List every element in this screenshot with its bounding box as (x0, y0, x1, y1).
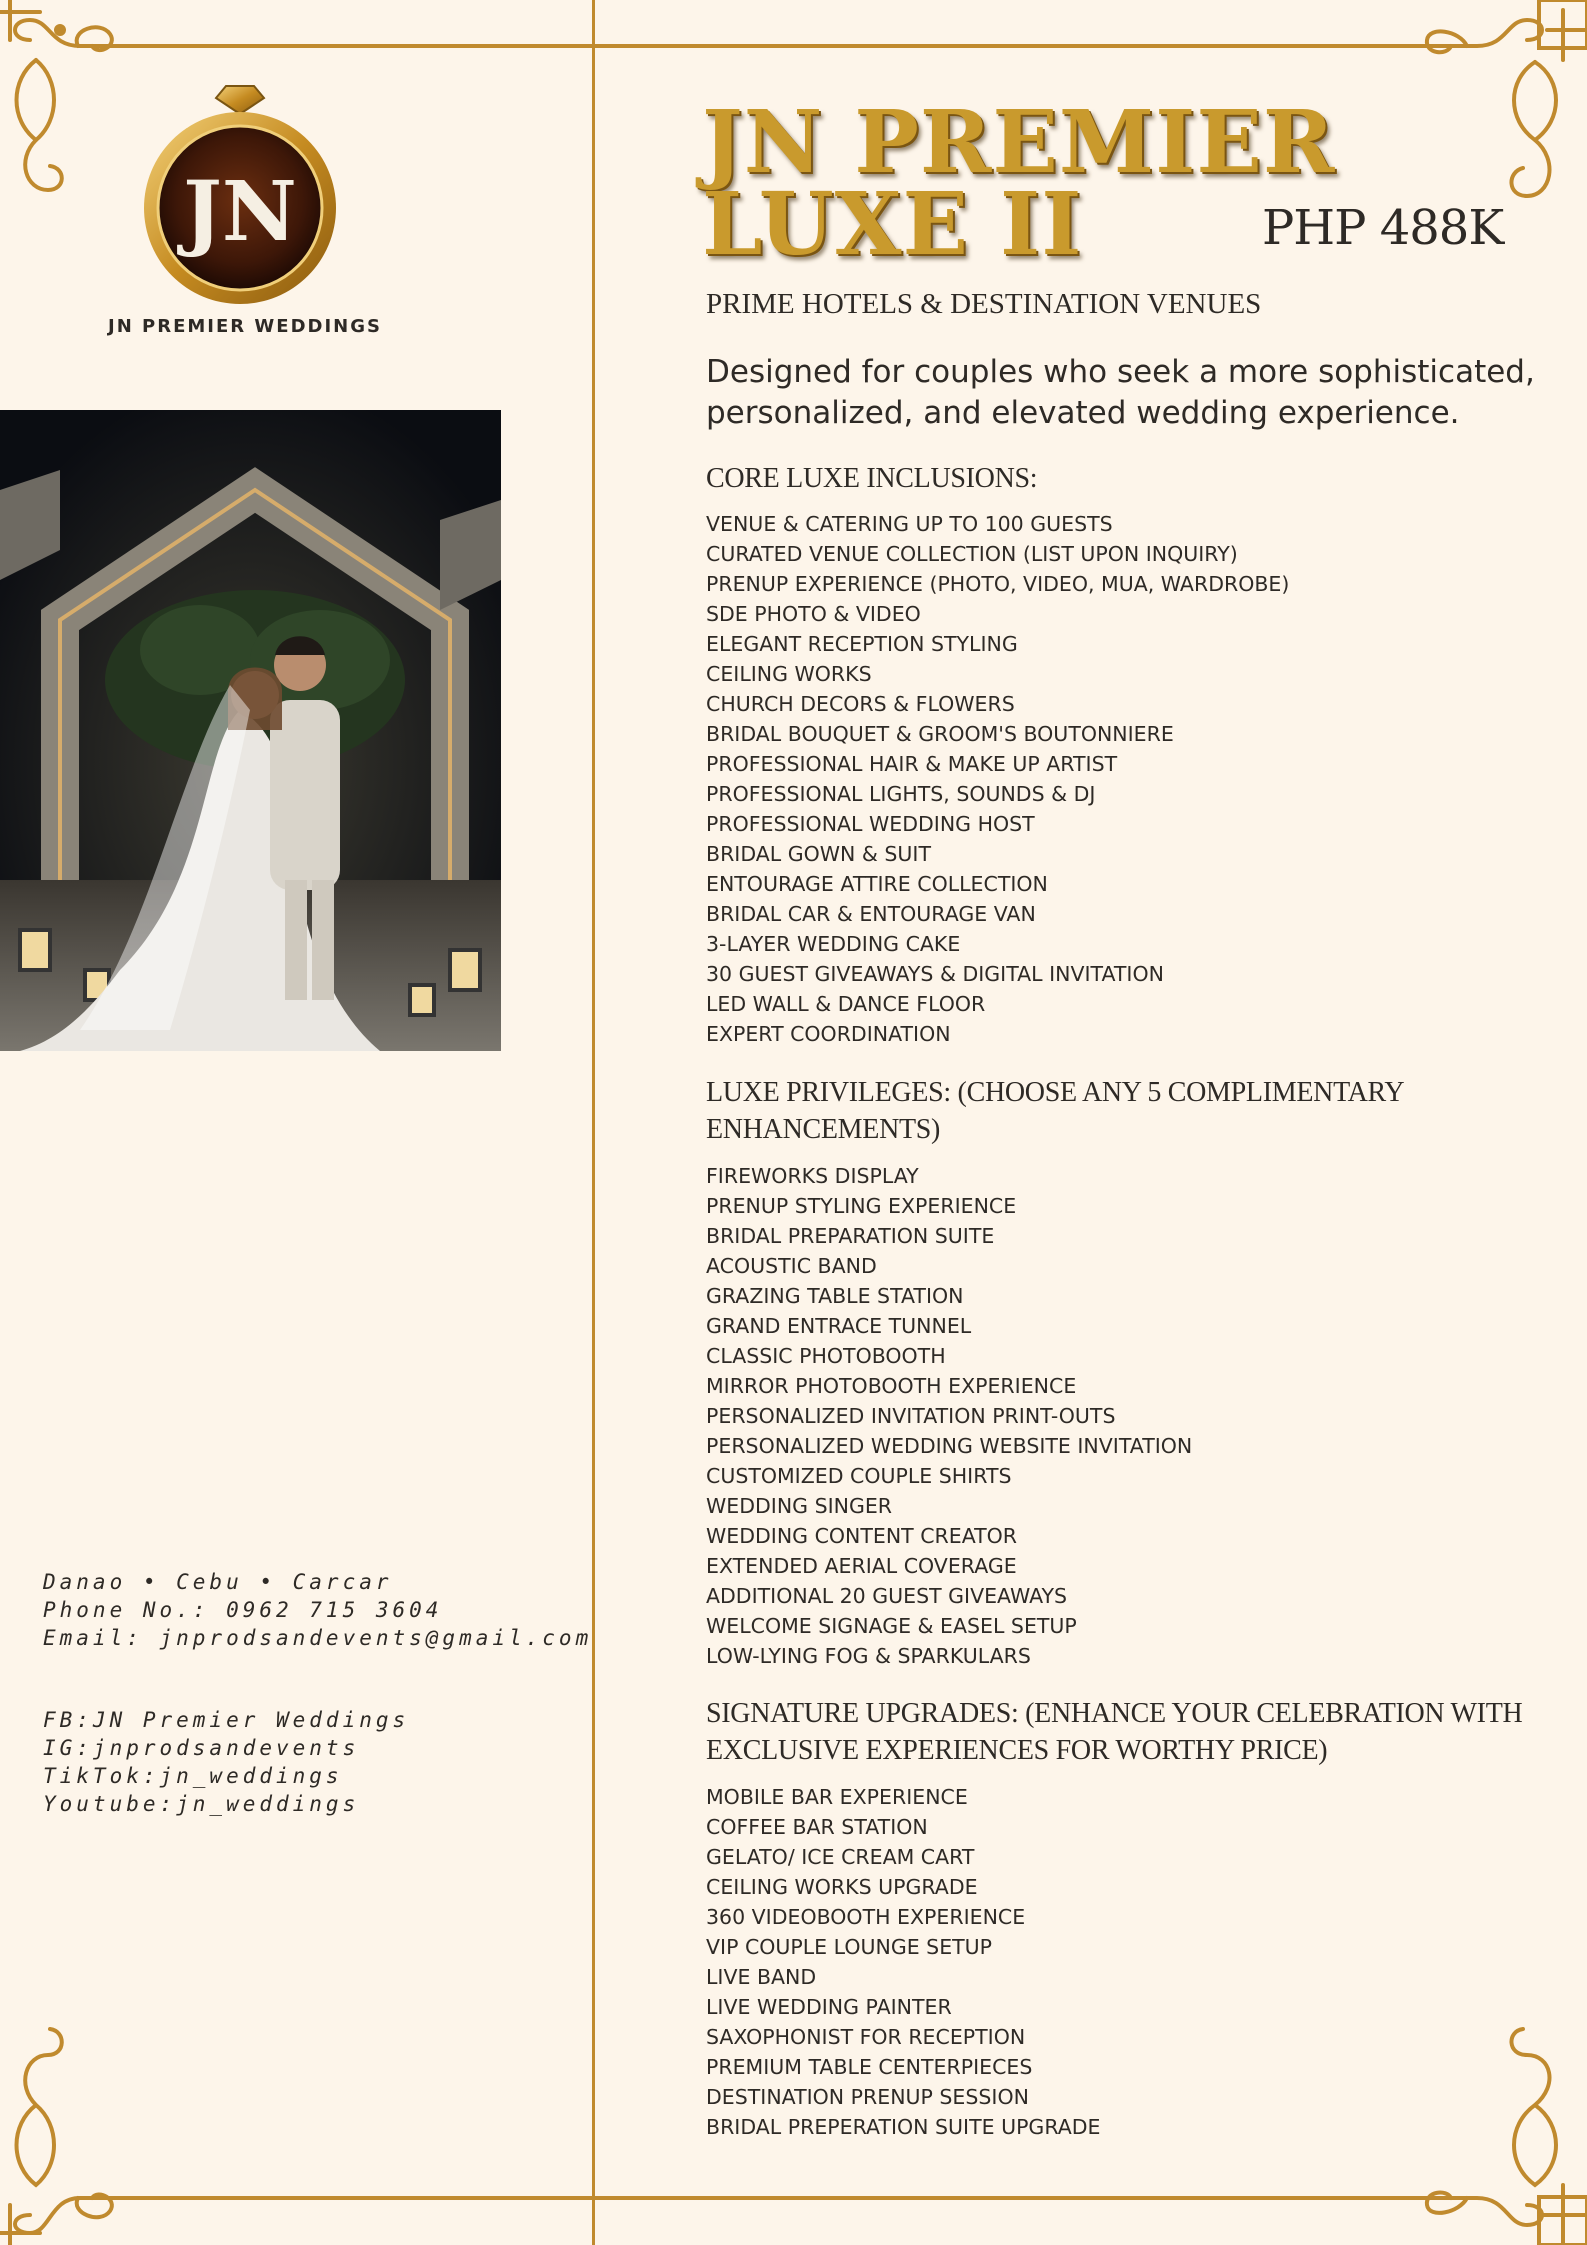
social-facebook: FB:JN Premier Weddings (43, 1708, 410, 1732)
list-item: MIRROR PHOTOBOOTH EXPERIENCE (706, 1374, 1077, 1398)
contact-locations: Danao • Cebu • Carcar (43, 1570, 393, 1594)
list-item: WEDDING SINGER (706, 1494, 893, 1518)
top-border-line (150, 44, 1380, 48)
signature-upgrades-list (706, 1782, 1101, 2142)
list-item: LIVE BAND (706, 1965, 817, 1989)
list-item: FIREWORKS DISPLAY (706, 1164, 919, 1188)
list-item: BRIDAL GOWN & SUIT (706, 842, 931, 866)
list-item: ADDITIONAL 20 GUEST GIVEAWAYS (706, 1584, 1068, 1608)
logo-monogram: JN (183, 164, 297, 260)
social-block (43, 1706, 563, 1818)
list-item: 30 GUEST GIVEAWAYS & DIGITAL INVITATION (706, 962, 1164, 986)
list-item: COFFEE BAR STATION (706, 1815, 928, 1839)
list-item: EXTENDED AERIAL COVERAGE (706, 1554, 1017, 1578)
list-item: CEILING WORKS (706, 662, 872, 686)
list-item: ENTOURAGE ATTIRE COLLECTION (706, 872, 1048, 896)
signature-upgrades-heading-line2: EXCLUSIVE EXPERIENCES FOR WORTHY PRICE) (706, 1735, 1328, 1766)
list-item: PROFESSIONAL WEDDING HOST (706, 812, 1035, 836)
list-item: SDE PHOTO & VIDEO (706, 602, 921, 626)
list-item: BRIDAL PREPERATION SUITE UPGRADE (706, 2115, 1101, 2139)
list-item: WELCOME SIGNAGE & EASEL SETUP (706, 1614, 1077, 1638)
list-item: MOBILE BAR EXPERIENCE (706, 1785, 968, 1809)
luxe-privileges-heading (706, 1074, 1526, 1148)
list-item: CUSTOMIZED COUPLE SHIRTS (706, 1464, 1012, 1488)
brand-name: JN PREMIER WEDDINGS (108, 316, 382, 337)
list-item: BRIDAL PREPARATION SUITE (706, 1224, 995, 1248)
list-item: PROFESSIONAL HAIR & MAKE UP ARTIST (706, 752, 1118, 776)
list-item: GELATO/ ICE CREAM CART (706, 1845, 975, 1869)
core-inclusions-heading: CORE LUXE INCLUSIONS: (706, 463, 1038, 494)
package-title-line2: LUXE II (702, 174, 1083, 275)
list-item: CEILING WORKS UPGRADE (706, 1875, 978, 1899)
column-divider-line (592, 0, 595, 2245)
luxe-privileges-list (706, 1161, 1192, 1671)
package-title (702, 92, 1342, 275)
signature-upgrades-heading-line1: SIGNATURE UPGRADES: (ENHANCE YOUR CELEBRATION WITH (706, 1698, 1523, 1729)
social-youtube: Youtube:jn_weddings (43, 1792, 360, 1816)
list-item: BRIDAL CAR & ENTOURAGE VAN (706, 902, 1036, 926)
list-item: PERSONALIZED WEDDING WEBSITE INVITATION (706, 1434, 1193, 1458)
luxe-privileges-heading-line1: LUXE PRIVILEGES: (CHOOSE ANY 5 COMPLIMENTARY (706, 1077, 1405, 1108)
list-item: DESTINATION PRENUP SESSION (706, 2085, 1029, 2109)
package-intro: Designed for couples who seek a more sophisticated, personalized, and elevated wedding experience. (706, 354, 1535, 431)
brand-logo (130, 80, 350, 314)
contact-phone: Phone No.: 0962 715 3604 (43, 1598, 443, 1622)
list-item: LIVE WEDDING PAINTER (706, 1995, 952, 2019)
list-item: CHURCH DECORS & FLOWERS (706, 692, 1015, 716)
bottom-right-ornament-icon (1367, 2015, 1587, 2245)
core-inclusions-list (706, 509, 1289, 1049)
top-right-ornament-icon (1367, 0, 1587, 230)
contact-block (43, 1568, 593, 1652)
list-item: CLASSIC PHOTOBOOTH (706, 1344, 946, 1368)
signature-upgrades-heading (706, 1695, 1526, 1769)
list-item: LED WALL & DANCE FLOOR (706, 992, 986, 1016)
couple-photo (0, 410, 501, 1051)
list-item: 360 VIDEOBOOTH EXPERIENCE (706, 1905, 1026, 1929)
list-item: ELEGANT RECEPTION STYLING (706, 632, 1018, 656)
ring-logo-icon (130, 80, 350, 310)
contact-email: Email: jnprodsandevents@gmail.com (43, 1626, 593, 1650)
luxe-privileges-heading-line2: ENHANCEMENTS) (706, 1114, 941, 1145)
list-item: CURATED VENUE COLLECTION (LIST UPON INQUIRY) (706, 542, 1238, 566)
bottom-border-line (150, 2196, 1380, 2200)
list-item: WEDDING CONTENT CREATOR (706, 1524, 1018, 1548)
bottom-left-ornament-icon (0, 2015, 160, 2245)
list-item: ACOUSTIC BAND (706, 1254, 877, 1278)
list-item: 3-LAYER WEDDING CAKE (706, 932, 961, 956)
list-item: VIP COUPLE LOUNGE SETUP (706, 1935, 993, 1959)
list-item: PRENUP STYLING EXPERIENCE (706, 1194, 1017, 1218)
package-title-line1: JN PREMIER (702, 92, 1336, 193)
package-price: PHP 488K (1262, 200, 1504, 256)
list-item: GRAND ENTRACE TUNNEL (706, 1314, 972, 1338)
package-subtitle: PRIME HOTELS & DESTINATION VENUES (706, 288, 1262, 320)
list-item: GRAZING TABLE STATION (706, 1284, 964, 1308)
list-item: PREMIUM TABLE CENTERPIECES (706, 2055, 1033, 2079)
list-item: BRIDAL BOUQUET & GROOM'S BOUTONNIERE (706, 722, 1174, 746)
list-item: EXPERT COORDINATION (706, 1022, 951, 1046)
list-item: LOW-LYING FOG & SPARKULARS (706, 1644, 1031, 1668)
list-item: VENUE & CATERING UP TO 100 GUESTS (706, 512, 1113, 536)
list-item: PRENUP EXPERIENCE (PHOTO, VIDEO, MUA, WARDROBE) (706, 572, 1290, 596)
social-tiktok: TikTok:jn_weddings (43, 1764, 343, 1788)
list-item: PERSONALIZED INVITATION PRINT-OUTS (706, 1404, 1116, 1428)
social-instagram: IG:jnprodsandevents (43, 1736, 360, 1760)
list-item: SAXOPHONIST FOR RECEPTION (706, 2025, 1026, 2049)
list-item: PROFESSIONAL LIGHTS, SOUNDS & DJ (706, 782, 1096, 806)
